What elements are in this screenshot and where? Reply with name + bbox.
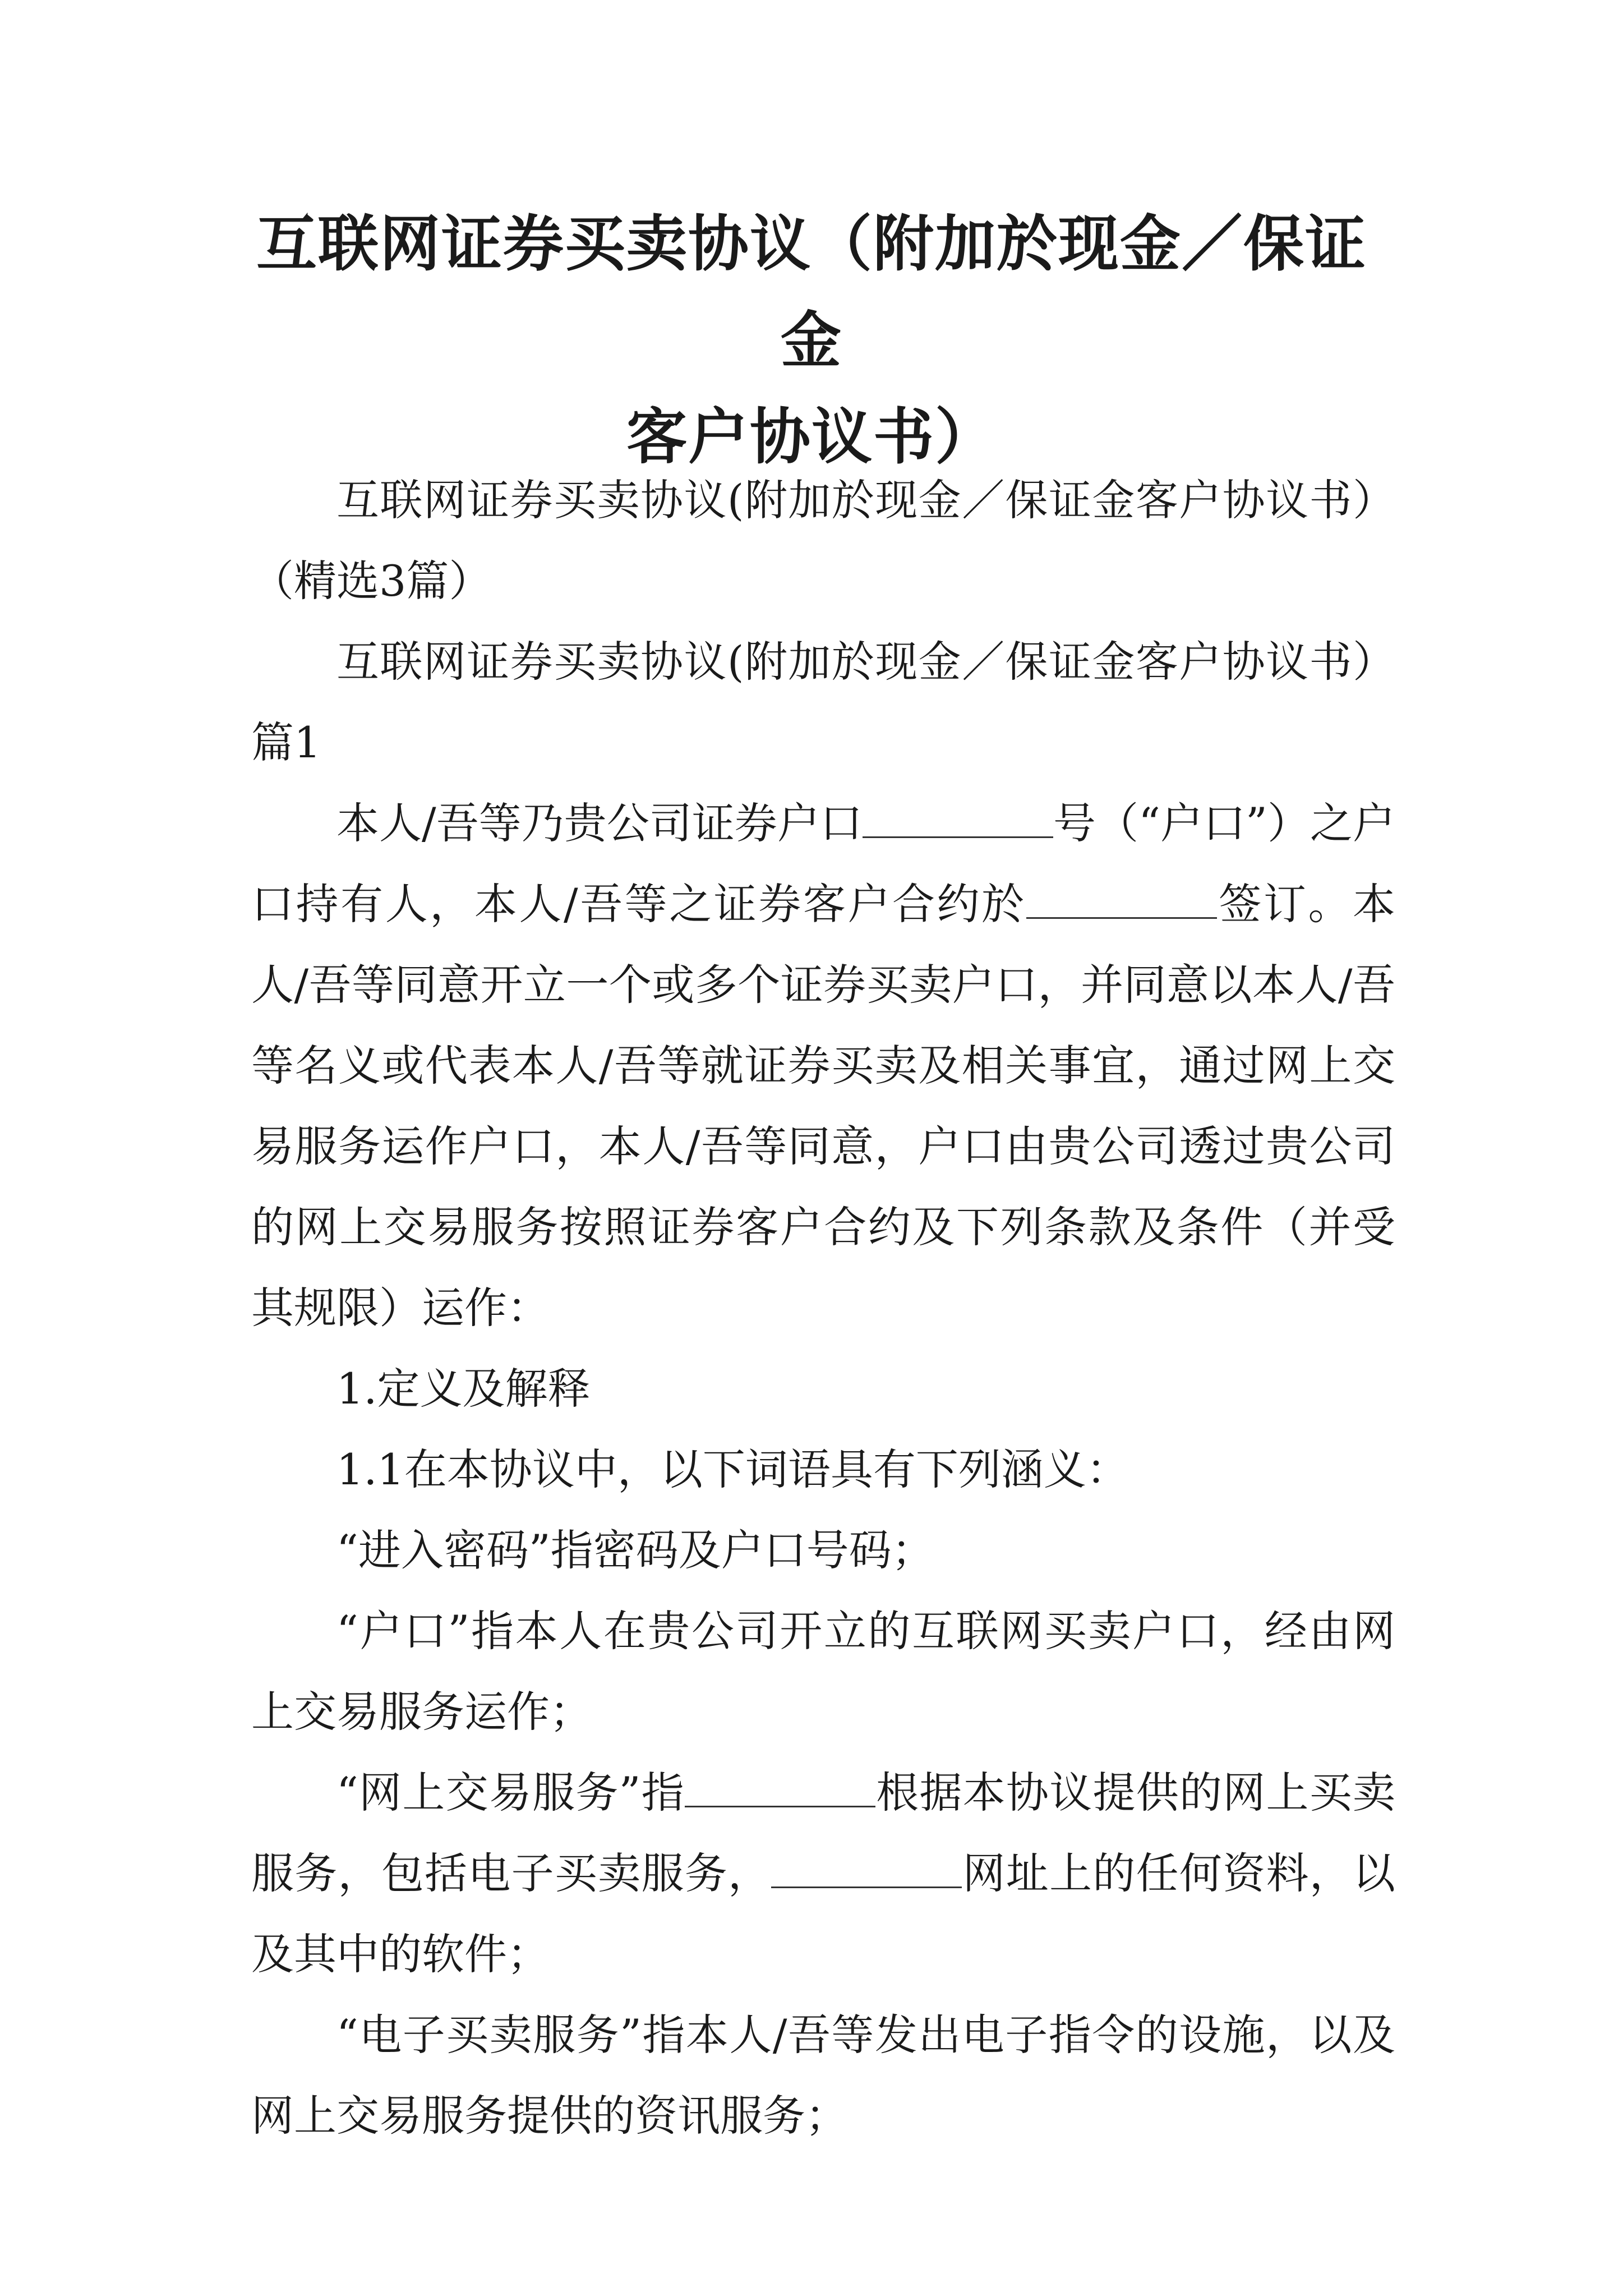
document-title <box>241 196 1382 486</box>
blank-fill-line <box>863 803 1053 838</box>
title-line-2: 客户协议书） <box>626 402 997 472</box>
paragraph-text: 签订。本人/吾等同意开立一个或多个证券买卖户口，并同意以本人/吾等名义或代表本人/吾等就证券买卖及相关事宜，通过网上交易服务运作户口，本人/吾等同意，户口由贵公司透过贵公司的网上交易服务按照证券客户合约及下列条款及条件（并受其规限）运作： <box>251 879 1396 1333</box>
definition-online-trading-service <box>251 1752 1395 1995</box>
intro-paragraph: 互联网证券买卖协议(附加於现金／保证金客户协议书）（精选3篇） <box>251 475 1395 606</box>
title-line-1: 互联网证券买卖协议（附加於现金／保证金 <box>256 209 1367 376</box>
paragraph-account-holder <box>251 783 1395 1349</box>
blank-fill-line <box>771 1853 962 1888</box>
definition-account: “户口”指本人在贵公司开立的互联网买卖户口，经由网上交易服务运作； <box>251 1606 1395 1737</box>
paragraph-text: 本人/吾等乃贵公司证券户口 <box>336 798 863 848</box>
clause-1-heading: 1.定义及解释 <box>336 1364 591 1414</box>
blank-fill-line <box>685 1772 875 1807</box>
document-body <box>251 460 1395 2156</box>
paragraph-text: “网上交易服务”指 <box>336 1768 685 1818</box>
blank-fill-line <box>1026 884 1217 919</box>
paragraph-text: 根据本协议提供的网上买卖服务，包括电子买卖服务， <box>251 1768 1396 1898</box>
clause-1-1: 1.1在本协议中，以下词语具有下列涵义： <box>336 1444 1129 1494</box>
definition-electronic-trading-service: “电子买卖服务”指本人/吾等发出电子指令的设施，以及网上交易服务提供的资讯服务； <box>251 2010 1395 2141</box>
definition-access-code: “进入密码”指密码及户口号码； <box>336 1525 934 1575</box>
paragraph-text: 网址上的任何资料，以及其中的软件； <box>251 1848 1396 1979</box>
paragraph-text: 号（“户口”）之户口持有人，本人/吾等之证券客户合约於 <box>251 798 1395 929</box>
section-heading-1: 互联网证券买卖协议(附加於现金／保证金客户协议书）篇1 <box>251 637 1395 767</box>
